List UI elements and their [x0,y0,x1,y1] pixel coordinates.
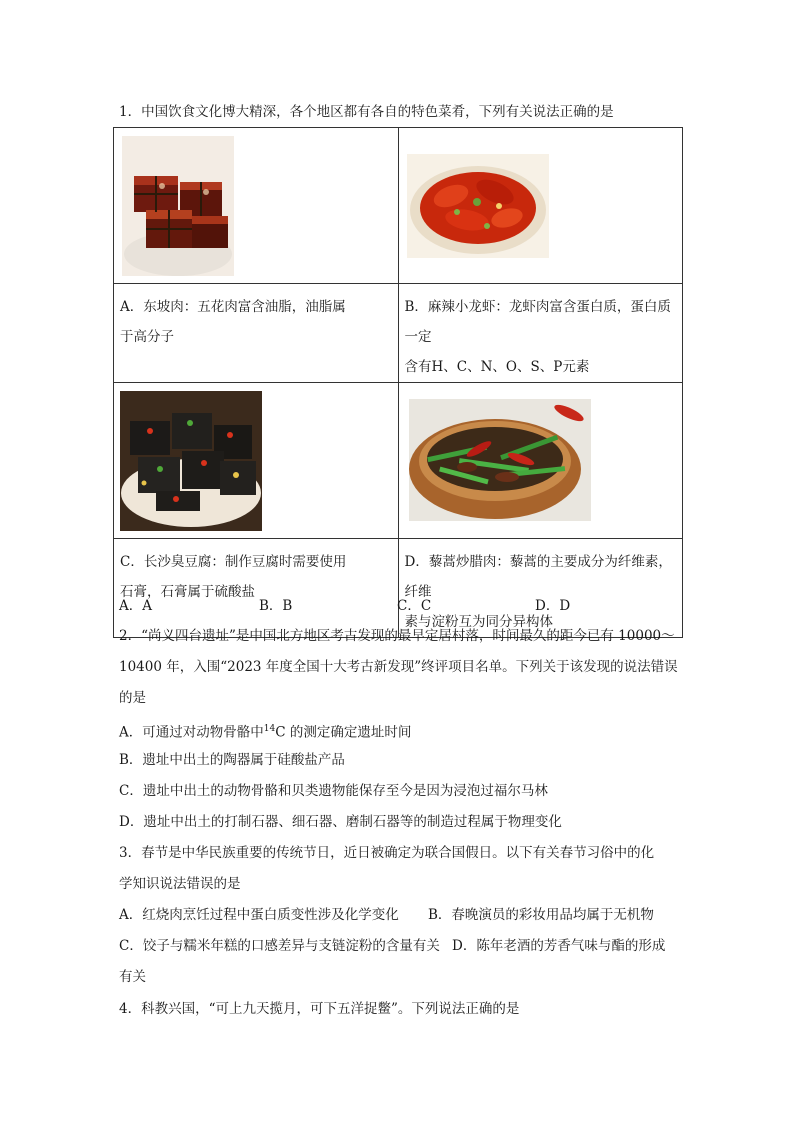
q1-stem: 1．中国饮食文化博大精深，各个地区都有各自的特色菜肴，下列有关说法正确的是 [119,104,614,120]
q1-cell-d-text [398,539,683,638]
q3-option-a: A．红烧肉烹饪过程中蛋白质变性涉及化学变化 [119,907,399,923]
q1-cell-b-image [398,128,683,284]
q1-option-d-line1: D．藜蒿炒腊肉：藜蒿的主要成分为纤维素，纤维 [404,554,672,600]
q1-choice-c: C．C [397,598,432,614]
q1-option-a-line2: 于高分子 [120,329,174,345]
q3-option-d: D．陈年老酒的芳香气味与酯的形成 [452,938,666,954]
q2-stem-line3: 的是 [119,690,146,706]
spicy-crayfish-photo [407,154,549,258]
q2-option-b: B．遗址中出土的陶器属于硅酸盐产品 [119,752,345,768]
q3-option-b: B．春晚演员的彩妆用品均属于无机物 [428,907,654,923]
q3-stem-line2: 学知识说法错误的是 [119,876,241,892]
q2-option-a-superscript: 14 [263,724,276,734]
q3-option-d-continued: 有关 [119,969,146,985]
q1-cell-b-text [398,284,683,383]
q1-choice-a: A．A [119,598,152,614]
q2-option-a [119,719,411,743]
q3-option-c: C．饺子与糯米年糕的口感差异与支链淀粉的含量有关 [119,938,440,954]
q2-option-d: D．遗址中出土的打制石器、细石器、磨制石器等的制造过程属于物理变化 [119,814,562,830]
q1-option-b-line2: 含有H、C、N、O、S、P元素 [404,359,590,375]
q4-stem: 4．科教兴国，“可上九天揽月，可下五洋捉鳖”。下列说法正确的是 [119,1001,520,1017]
q2-option-a-post: C 的测定确定遗址时间 [275,724,412,741]
q1-choice-b: B．B [259,598,293,614]
q1-choice-d: D．D [535,598,571,614]
celery-bacon-photo [409,399,591,521]
q1-option-a-line1: A．东坡肉：五花肉富含油脂，油脂属 [120,299,346,315]
q2-stem-line2: 10400 年，入围“2023 年度全国十大考古新发现”终评项目名单。下列关于该发现的说法错误 [119,659,678,675]
q1-option-c-line2: 石膏，石膏属于硫酸盐 [120,584,255,600]
q1-options [119,594,679,614]
q1-cell-c-text [114,539,399,638]
q2-option-c: C．遗址中出土的动物骨骼和贝类遗物能保存至今是因为浸泡过福尔马林 [119,783,548,799]
q1-option-c-line1: C．长沙臭豆腐：制作豆腐时需要使用 [120,554,347,570]
q2-stem-line1: 2．“尚义四台遗址”是中国北方地区考古发现的最早定居村落，时间最久的距今已有 10000～ [119,628,675,644]
q1-cell-a-image [114,128,399,284]
q1-table [113,127,683,638]
q1-cell-d-image [398,383,683,539]
q1-cell-a-text [114,284,399,383]
q3-stem-line1: 3．春节是中华民族重要的传统节日，近日被确定为联合国假日。以下有关春节习俗中的化 [119,845,655,861]
q1-cell-c-image [114,383,399,539]
q1-option-d-line2: 素与淀粉互为同分异构体 [404,614,553,630]
dongpo-pork-photo [122,136,234,276]
q2-option-a-pre: A．可通过对动物骨骼中 [119,724,264,741]
stinky-tofu-photo [120,391,262,531]
q1-option-b-line1: B．麻辣小龙虾：龙虾肉富含蛋白质，蛋白质一定 [404,299,671,345]
